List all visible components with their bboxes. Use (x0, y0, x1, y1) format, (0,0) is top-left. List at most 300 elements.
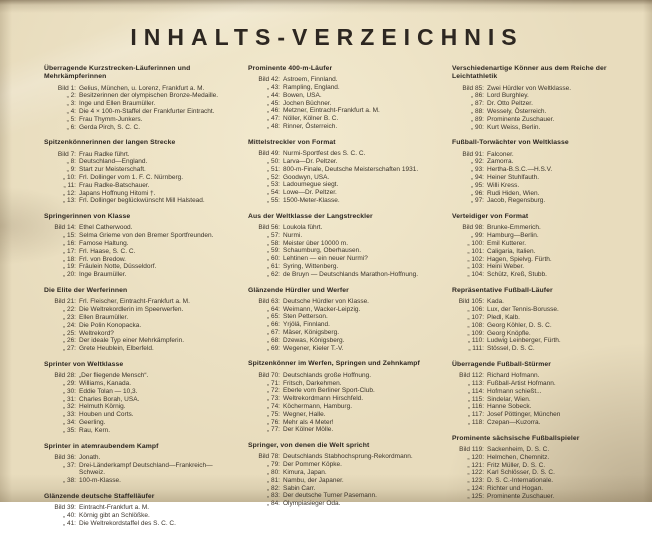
section-heading: Spitzenkönner im Werfen, Springen und Zehnkampf (248, 360, 420, 368)
entry-number: „ 80: (266, 468, 280, 476)
entry-text: Sten Petterson. (283, 313, 328, 321)
entry-number: „ 30: (62, 387, 76, 395)
toc-entry (44, 232, 232, 240)
entry-number: „ 60: (266, 255, 280, 263)
toc-entry (248, 115, 436, 123)
toc-entry (248, 461, 436, 469)
entry-number: Bild 70: (258, 371, 280, 379)
entry-text: Rau, Kern. (79, 426, 111, 434)
entry-text: Georg Knöpfle. (487, 329, 531, 337)
toc-entry (248, 453, 436, 461)
entry-text: Frau Radke führt. (79, 150, 130, 158)
toc-section (44, 361, 232, 435)
toc-section (452, 361, 640, 427)
entry-number: „ 111: (468, 345, 484, 353)
toc-entry (452, 92, 640, 100)
entry-text: Schaumburg, Oberhausen. (283, 247, 362, 255)
entry-number: „ 67: (266, 329, 280, 337)
entry-text: Brunke-Emmerich. (487, 224, 541, 232)
toc-entry (44, 419, 232, 427)
entry-text: Josef Pöttinger, München (487, 411, 561, 419)
toc-entry (44, 197, 232, 205)
entry-number: Bild 42: (258, 76, 280, 84)
entry-number: „ 84: (266, 500, 280, 508)
entry-text: Wegner, Halle. (283, 410, 326, 418)
entry-text: Fritsch, Darkehmen. (283, 379, 342, 387)
entry-number: „ 48: (266, 123, 280, 131)
toc-entry (452, 411, 640, 419)
entry-text: Caligaria, Italien. (487, 247, 536, 255)
toc-entry (44, 92, 232, 100)
entry-text: D. S. C.-Internationale. (487, 477, 554, 485)
entry-text: Czepan—Kuzorra. (487, 418, 541, 426)
toc-entry (248, 403, 436, 411)
entry-number: „ 22: (62, 306, 76, 314)
entry-number: „ 121: (467, 461, 484, 469)
entry-number: „ 74: (266, 402, 280, 410)
entry-number: „ 73: (266, 395, 280, 403)
entry-text: Jacob, Regensburg. (487, 197, 546, 205)
toc-entry (44, 372, 232, 380)
toc-entry (452, 485, 640, 493)
entry-number: „ 117: (467, 411, 484, 419)
entry-number: „ 11: (63, 181, 76, 189)
entry-number: Bild 7: (57, 150, 76, 158)
entry-text: Larva—Dr. Peltzer. (283, 157, 338, 165)
toc-section (248, 287, 436, 353)
toc-entry (452, 182, 640, 190)
toc-entry (452, 314, 640, 322)
entry-number: „ 64: (266, 305, 280, 313)
toc-entry (248, 426, 436, 434)
entry-number: „ 116: (467, 403, 484, 411)
entry-number: „ 106: (467, 306, 484, 314)
entry-text: Lowe—Dr. Peltzer. (283, 189, 337, 197)
entry-text: Weltrekordmann Hirschfeld. (283, 395, 364, 403)
entry-text: Deutsche Hürdler von Klasse. (283, 297, 369, 305)
toc-entry (452, 306, 640, 314)
toc-entry (44, 256, 232, 264)
entry-number: Bild 78: (258, 453, 280, 461)
toc-entry (44, 85, 232, 93)
toc-entry (248, 263, 436, 271)
toc-entry (248, 477, 436, 485)
entry-number: „ 43: (266, 84, 280, 92)
entry-text: Frl. Dollinger beglückwünscht Mill Halstead. (79, 197, 205, 205)
toc-section (44, 139, 232, 205)
entry-number: Bild 112: (459, 372, 484, 380)
section-heading: Prominente 400-m-Läufer (248, 65, 333, 72)
entry-text: Nurmi. (283, 231, 303, 239)
entry-number: „ 90: (470, 123, 484, 131)
toc-entry (452, 298, 640, 306)
entry-text: Fritz Müller, D. S. C. (487, 461, 546, 469)
entry-text: Ladoumegue siegt. (283, 181, 339, 189)
toc-entry (44, 520, 232, 528)
entry-text: 800-m-Finale, Deutsche Meisterschaften 1931. (283, 165, 419, 173)
toc-entry (452, 345, 640, 353)
entry-text: Nambu, der Japaner. (283, 476, 344, 484)
entry-text: Loukola führt. (283, 224, 323, 231)
entry-number: „ 20: (62, 271, 76, 279)
toc-section (248, 360, 436, 434)
section-heading: Glänzende deutsche Staffelläufer (44, 493, 155, 501)
entry-text: Richard Hofmann. (487, 372, 540, 380)
toc-entry (44, 380, 232, 388)
toc-entry (44, 166, 232, 174)
entry-number: Bild 21: (54, 298, 76, 306)
toc-entry (44, 248, 232, 256)
entry-number: „ 66: (266, 321, 280, 329)
entry-text: 100-m-Klasse. (79, 477, 121, 485)
entry-text: Jochen Büchner. (283, 99, 332, 107)
entry-text: Ethel Catherwood. (79, 224, 133, 232)
section-heading: Fußball-Torwächter von Weltklasse (452, 139, 569, 147)
toc-entry (452, 403, 640, 411)
toc-entry (248, 298, 436, 306)
toc-entry (248, 500, 436, 508)
entry-text: Meister über 10000 m. (283, 239, 349, 247)
entry-text: Wegener, Kieler T.-V. (283, 344, 344, 352)
toc-entry (452, 166, 640, 174)
entry-number: „ 79: (266, 461, 280, 469)
entry-number: „ 44: (266, 91, 280, 99)
toc-entry (452, 322, 640, 330)
entry-text: Rinner, Österreich. (283, 123, 338, 131)
toc-entry (44, 158, 232, 166)
toc-entry (44, 337, 232, 345)
toc-section (452, 287, 640, 353)
toc-entry (452, 388, 640, 396)
toc-entry (44, 427, 232, 435)
toc-entry (248, 345, 436, 353)
entry-text: Start zur Meisterschaft. (79, 166, 146, 174)
toc-entry (452, 419, 640, 427)
entry-number: „ 95: (470, 181, 484, 189)
entry-number: „ 102: (467, 255, 484, 263)
section-heading: Sprinter in atemraubendem Kampf (44, 442, 159, 450)
entry-number: „ 27: (62, 345, 76, 353)
toc-entry (452, 85, 640, 93)
toc-entry (44, 504, 232, 512)
toc-entry (452, 263, 640, 271)
entry-text: Frl. Fleischer, Eintracht-Frankfurt a. M. (79, 298, 190, 306)
entry-number: „ 54: (266, 189, 280, 197)
entry-text: Schütz, Kreß, Stubb. (487, 271, 547, 279)
toc-entry (248, 321, 436, 329)
entry-number: „ 51: (266, 165, 280, 173)
entry-text: Grete Heublein, Elberfeld. (79, 345, 154, 353)
toc-column-right (452, 65, 640, 536)
entry-number: „ 26: (62, 337, 76, 345)
toc-entry (44, 224, 232, 232)
section-heading: Springerinnen von Klasse (44, 213, 131, 221)
entry-number: „ 86: (470, 92, 484, 100)
toc-section (44, 493, 232, 528)
entry-number: „ 45: (266, 99, 280, 107)
entry-text: Hamburg—Berlin. (487, 232, 539, 240)
toc-entry (452, 124, 640, 132)
entry-number: Bild 91: (462, 150, 484, 158)
entry-number: Bild 39: (54, 504, 76, 512)
entry-text: Gelius, München, u. Lorenz, Frankfurt a. M. (79, 84, 205, 92)
toc-entry (452, 108, 640, 116)
entry-number: „ 75: (266, 410, 280, 418)
entry-number: „ 103: (467, 263, 484, 271)
entry-number: „ 52: (266, 173, 280, 181)
section-heading: Prominente sächsische Fußballspieler (452, 434, 580, 442)
toc-entry (44, 240, 232, 248)
toc-entry (452, 100, 640, 108)
entry-text: Rudi Hiden, Wien. (487, 189, 540, 197)
section-heading: Überragende Fußball-Stürmer (452, 360, 552, 368)
entry-number: „ 110: (467, 337, 484, 345)
entry-text: Zwei Hürdler von Weltklasse. (487, 84, 572, 92)
entry-number: „ 59: (266, 247, 280, 255)
page-title: INHALTS-VERZEICHNIS (130, 24, 524, 50)
entry-text: Emil Kutterer. (487, 240, 527, 248)
toc-entry (44, 454, 232, 462)
entry-text: Pledl, Kalb. (487, 313, 520, 321)
toc-entry (248, 158, 436, 166)
toc-section (452, 435, 640, 501)
section-heading: Springer, von denen die Welt spricht (248, 442, 370, 450)
toc-section (452, 139, 640, 205)
entry-number: „ 37: (62, 461, 76, 469)
entry-text: „Der fliegende Mensch“. (79, 372, 149, 380)
toc-entry (248, 150, 436, 158)
entry-text: Kimura, Japan. (283, 468, 327, 476)
toc-entry (248, 485, 436, 493)
section-heading: Spitzenkönnerinnen der langen Strecke (44, 139, 176, 147)
toc-column-middle (248, 65, 436, 536)
toc-entry (248, 387, 436, 395)
entry-text: Frl. von Bredow. (79, 255, 126, 263)
entry-number: „ 69: (266, 344, 280, 352)
entry-number: „ 38: (62, 477, 76, 485)
toc-entry (248, 255, 436, 263)
entry-text: Syring, Wittenberg. (283, 262, 339, 270)
section-heading: Verteidiger von Format (452, 213, 529, 221)
section-heading: Die Elite der Werferinnen (44, 287, 128, 295)
entry-text: 1500-Meter-Klasse. (283, 196, 340, 204)
entry-number: Bild 56: (258, 224, 280, 231)
entry-number: Bild 85: (462, 84, 484, 92)
toc-entry (44, 345, 232, 353)
section-heading: Überragende Kurzstrecken-Läuferinnen und Mehrkämpferinnen (44, 65, 191, 81)
entry-number: „ 8: (66, 158, 76, 166)
toc-entry (44, 396, 232, 404)
entry-number: Bild 119: (459, 446, 484, 454)
entry-number: „ 123: (467, 477, 484, 485)
toc-entry (248, 271, 436, 279)
entry-number: „ 29: (62, 380, 76, 387)
entry-text: Inge Braumüller. (79, 271, 127, 279)
toc-entry (452, 174, 640, 182)
entry-number: „ 40: (62, 512, 76, 520)
entry-text: Die 4 × 100-m-Staffel der Frankfurter Eintracht. (79, 107, 215, 115)
entry-number: Bild 1: (57, 84, 76, 92)
entry-text: Frl. Haase, S. C. C. (79, 247, 136, 255)
entry-text: Ludwig Leinberger, Fürth. (487, 337, 561, 345)
entry-number: „ 94: (470, 174, 484, 182)
toc-entry (44, 100, 232, 108)
entry-text: Heiner Stuhlfauth. (487, 174, 540, 182)
entry-text: Charles Borah, USA. (79, 395, 140, 403)
entry-number: „ 122: (467, 469, 484, 477)
toc-entry (452, 232, 640, 240)
entry-text: Körnig gibt an Schlößke. (79, 512, 150, 520)
toc-entry (248, 174, 436, 182)
entry-number: „ 114: (467, 387, 484, 395)
entry-number: „ 82: (266, 484, 280, 492)
toc-entry (248, 395, 436, 403)
toc-entry (44, 190, 232, 198)
toc-entry (44, 306, 232, 314)
toc-section (248, 65, 436, 131)
entry-text: Jonath. (79, 453, 101, 461)
entry-text: Stössel, D. S. C. (487, 345, 535, 353)
toc-section (248, 442, 436, 508)
toc-entry (452, 248, 640, 256)
toc-entry (452, 151, 640, 159)
toc-entry (248, 84, 436, 92)
entry-number: „ 113: (467, 380, 484, 387)
toc-entry (452, 116, 640, 124)
entry-text: Olympiasieger Oda. (283, 500, 341, 508)
toc-entry (452, 477, 640, 485)
entry-number: „ 34: (62, 418, 76, 426)
entry-text: Köchermann, Hamburg. (283, 402, 353, 410)
entry-text: Famose Haltung. (79, 240, 129, 248)
toc-entry (452, 256, 640, 264)
entry-number: Bild 49: (258, 150, 280, 158)
section-heading: Glänzende Hürdler und Werfer (248, 286, 349, 294)
entry-text: Mehr als 4 Meter! (283, 418, 334, 426)
entry-number: „ 107: (467, 313, 484, 321)
entry-number: „ 115: (467, 395, 484, 403)
toc-entry (248, 232, 436, 240)
entry-text: Weimann, Wacker-Leipzig. (283, 305, 361, 313)
toc-entry (452, 372, 640, 380)
toc-section (44, 443, 232, 485)
toc-entry (248, 189, 436, 197)
entry-text: Sackenheim, D. S. C. (487, 446, 550, 454)
section-heading: Aus der Weltklasse der Langstreckler (248, 212, 373, 220)
entry-text: Frau Radke-Batschauer. (79, 181, 150, 189)
entry-text: Sabin Carr. (283, 484, 316, 492)
entry-number: „ 76: (266, 418, 280, 426)
section-heading: Sprinter von Weltklasse (44, 360, 124, 368)
toc-entry (44, 322, 232, 330)
toc-section (44, 287, 232, 353)
entry-text: Lehtinen — ein neuer Nurmi? (283, 255, 368, 263)
entry-text: Sindelar, Wien. (487, 395, 531, 403)
entry-text: Wessely, Österreich. (487, 107, 547, 115)
entry-number: „ 108: (467, 321, 484, 329)
toc-entry (452, 240, 640, 248)
toc-entry (248, 197, 436, 205)
toc-entry (44, 314, 232, 322)
entry-text: Japans Hoffnung Hitomi †. (79, 189, 156, 197)
toc-entry (44, 298, 232, 306)
entry-text: Frau Thymm-Junkers. (79, 115, 143, 123)
toc-entry (452, 454, 640, 462)
entry-text: Deutschlands Stabhochsprung-Rekordmann. (283, 453, 413, 461)
entry-text: Kurt Weiss, Berlin. (487, 123, 541, 131)
toc-entry (44, 388, 232, 396)
entry-text: Williams, Kanada. (79, 380, 132, 387)
section-heading: Mittelstreckler von Format (248, 138, 336, 146)
toc-entry (44, 263, 232, 271)
entry-number: „ 13: (62, 197, 76, 205)
toc-entry (452, 396, 640, 404)
toc-entry (248, 411, 436, 419)
toc-entry (44, 151, 232, 159)
entry-number: „ 92: (470, 158, 484, 166)
entry-number: „ 4: (66, 107, 76, 115)
entry-number: „ 100: (467, 240, 484, 248)
entry-text: Weltrekord? (79, 329, 114, 337)
entry-number: „ 10: (62, 174, 76, 182)
entry-text: Karl Schlösser, D. S. C. (487, 469, 555, 477)
entry-text: Die Polin Konopacka. (79, 321, 142, 329)
entry-number: „ 109: (467, 329, 484, 337)
entry-text: Fräulein Notte, Düsseldorf. (79, 263, 157, 271)
entry-number: „ 19: (62, 263, 76, 271)
entry-number: „ 46: (266, 107, 280, 115)
toc-entry (452, 469, 640, 477)
entry-text: Der ideale Typ einer Mehrkämpferin. (79, 337, 185, 345)
entry-number: „ 101: (467, 247, 484, 255)
entry-text: Eberle vom Berliner Sport-Club. (283, 387, 375, 395)
toc-section (44, 65, 232, 131)
toc-entry (44, 124, 232, 132)
toc-entry (248, 100, 436, 108)
entry-text: Der deutsche Turner Pasemann. (283, 492, 377, 500)
entry-text: Richter und Hogan. (487, 485, 544, 493)
entry-number: „ 62: (266, 270, 280, 278)
toc-entry (452, 380, 640, 388)
entry-text: Rampling, England. (283, 84, 340, 92)
entry-text: Besitzerinnen der olympischen Bronze-Medaille. (79, 92, 219, 100)
toc-entry (248, 469, 436, 477)
toc-entry (248, 380, 436, 388)
entry-text: Die Weltrekordstaffel des S. C. C. (79, 519, 176, 527)
toc-entry (452, 158, 640, 166)
entry-number: „ 57: (266, 231, 280, 239)
entry-text: Astroem, Finnland. (283, 76, 338, 84)
entry-text: Prominente Zuschauer. (487, 492, 555, 500)
entry-number: „ 23: (62, 313, 76, 321)
toc-entry (248, 247, 436, 255)
entry-number: „ 88: (470, 107, 484, 115)
toc-section (248, 213, 436, 279)
toc-entry (452, 190, 640, 198)
entry-number: „ 5: (66, 115, 76, 123)
entry-text: Eddie Tolan — 10,3. (79, 387, 138, 395)
entry-number: „ 31: (62, 395, 76, 403)
entry-number: „ 32: (62, 403, 76, 411)
entry-number: „ 12: (62, 189, 76, 197)
toc-entry (44, 174, 232, 182)
entry-number: „ 24: (62, 321, 76, 329)
entry-number: „ 89: (470, 115, 484, 123)
entry-number: „ 50: (266, 157, 280, 165)
toc-entry (248, 329, 436, 337)
entry-text: Der Kölner Mölle. (283, 426, 334, 434)
section-heading: Repräsentative Fußball-Läufer (452, 287, 553, 295)
